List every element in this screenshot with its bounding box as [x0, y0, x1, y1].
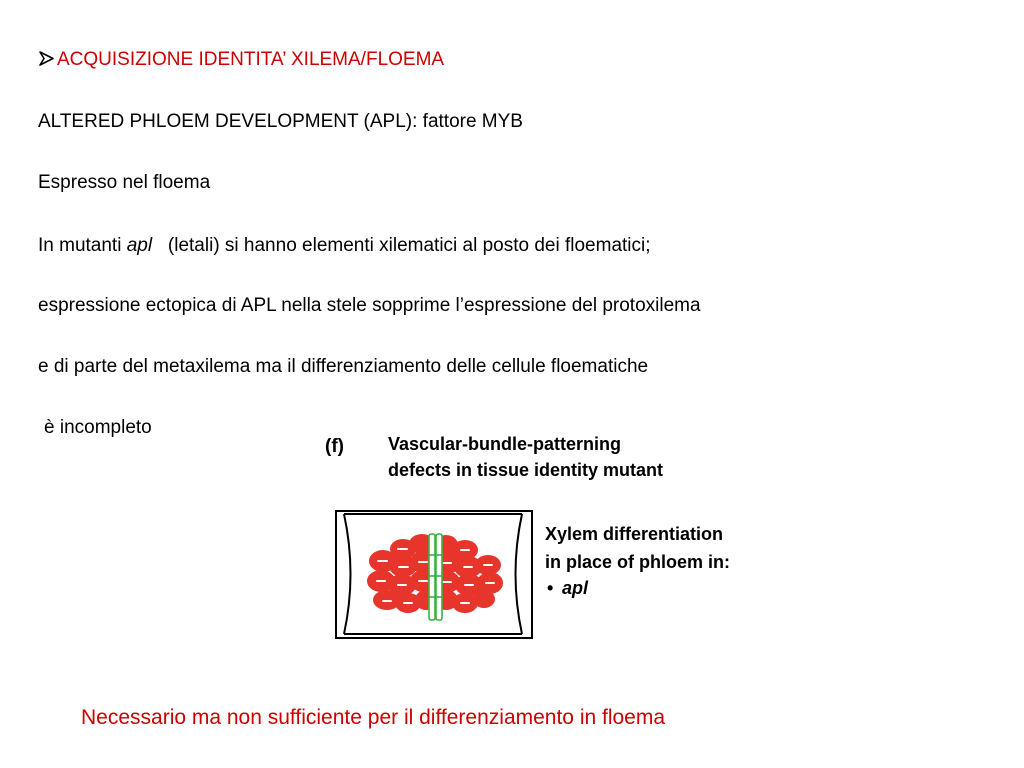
text-line-ectopic: espressione ectopica di APL nella stele sopprime l’espressione del protoxilema: [38, 295, 701, 316]
figure-caption-line1: Xylem differentiation: [545, 524, 724, 544]
arrow-bullet-icon: [38, 50, 55, 67]
figure-title-line1: Vascular-bundle-patterning: [388, 434, 622, 454]
text-line-apl-myb: ALTERED PHLOEM DEVELOPMENT (APL): fattore MYB: [38, 111, 523, 132]
mutant-name-italic: apl: [126, 235, 153, 256]
slide-heading: [38, 48, 444, 72]
figure-panel-label: (f): [325, 436, 344, 457]
figure-caption-mutant: apl: [562, 578, 589, 598]
text-line-metaxylem: e di parte del metaxilema ma il differenziamento delle cellule floematiche: [38, 356, 649, 377]
vascular-bundle-figure: [325, 428, 780, 656]
figure-caption-line2: in place of phloem in:: [545, 552, 731, 572]
heading-text: ACQUISIZIONE IDENTITA’ XILEMA/FLOEMA: [57, 49, 445, 70]
figure-caption-bullet: •: [547, 578, 554, 598]
mutants-prefix: In mutanti: [38, 235, 127, 256]
cell-cluster-right: [434, 535, 503, 613]
slide-footer-note: Necessario ma non sufficiente per il differenziamento in floema: [81, 706, 666, 729]
figure-title-line2: defects in tissue identity mutant: [388, 460, 664, 480]
text-line-mutants: [38, 234, 651, 258]
text-line-incomplete: è incompleto: [44, 417, 152, 438]
cell-cluster-left: [367, 534, 437, 613]
mutants-suffix: (letali) si hanno elementi xilematici al posto dei floematici;: [152, 235, 651, 256]
xylem-files: [429, 534, 442, 620]
text-line-expressed: Espresso nel floema: [38, 172, 211, 193]
figure-svg: [325, 428, 780, 656]
